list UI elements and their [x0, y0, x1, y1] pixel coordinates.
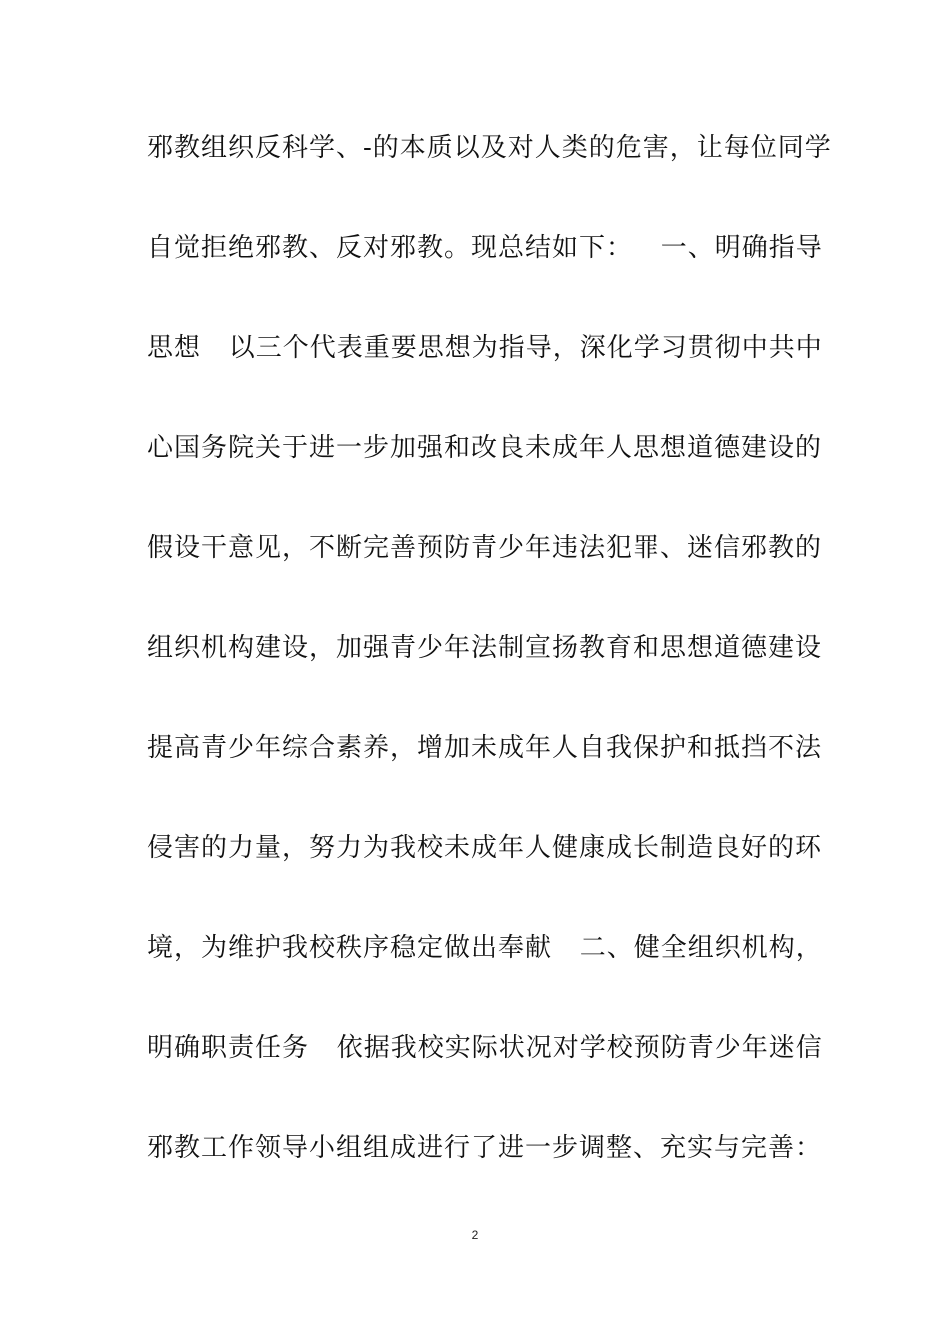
text-line-11: 邪教工作领导小组组成进行了进一步调整、充实与完善： [147, 1133, 823, 1163]
body-text [147, 124, 832, 1224]
text-line-7: 提高青少年综合素养，增加未成年人自我保护和抵挡不法 [147, 733, 823, 763]
text-line-5: 假设干意见，不断完善预防青少年违法犯罪、迷信邪教的 [147, 533, 823, 563]
text-line-8: 侵害的力量，努力为我校未成年人健康成长制造良好的环 [147, 833, 823, 863]
text-line-9: 境，为维护我校秩序稳定做出奉献 二、健全组织机构， [147, 933, 823, 963]
text-line-6: 组织机构建设，加强青少年法制宣扬教育和思想道德建设 [147, 633, 823, 663]
text-line-3: 思想 以三个代表重要思想为指导，深化学习贯彻中共中 [147, 333, 823, 363]
text-line-1: 邪教组织反科学、-的本质以及对人类的危害，让每位同学 [147, 133, 832, 163]
text-line-2: 自觉拒绝邪教、反对邪教。现总结如下： 一、明确指导 [147, 233, 823, 263]
text-line-10: 明确职责任务 依据我校实际状况对学校预防青少年迷信 [147, 1033, 823, 1063]
text-line-4: 心国务院关于进一步加强和改良未成年人思想道德建设的 [147, 433, 823, 463]
page-number: 2 [471, 1228, 479, 1242]
